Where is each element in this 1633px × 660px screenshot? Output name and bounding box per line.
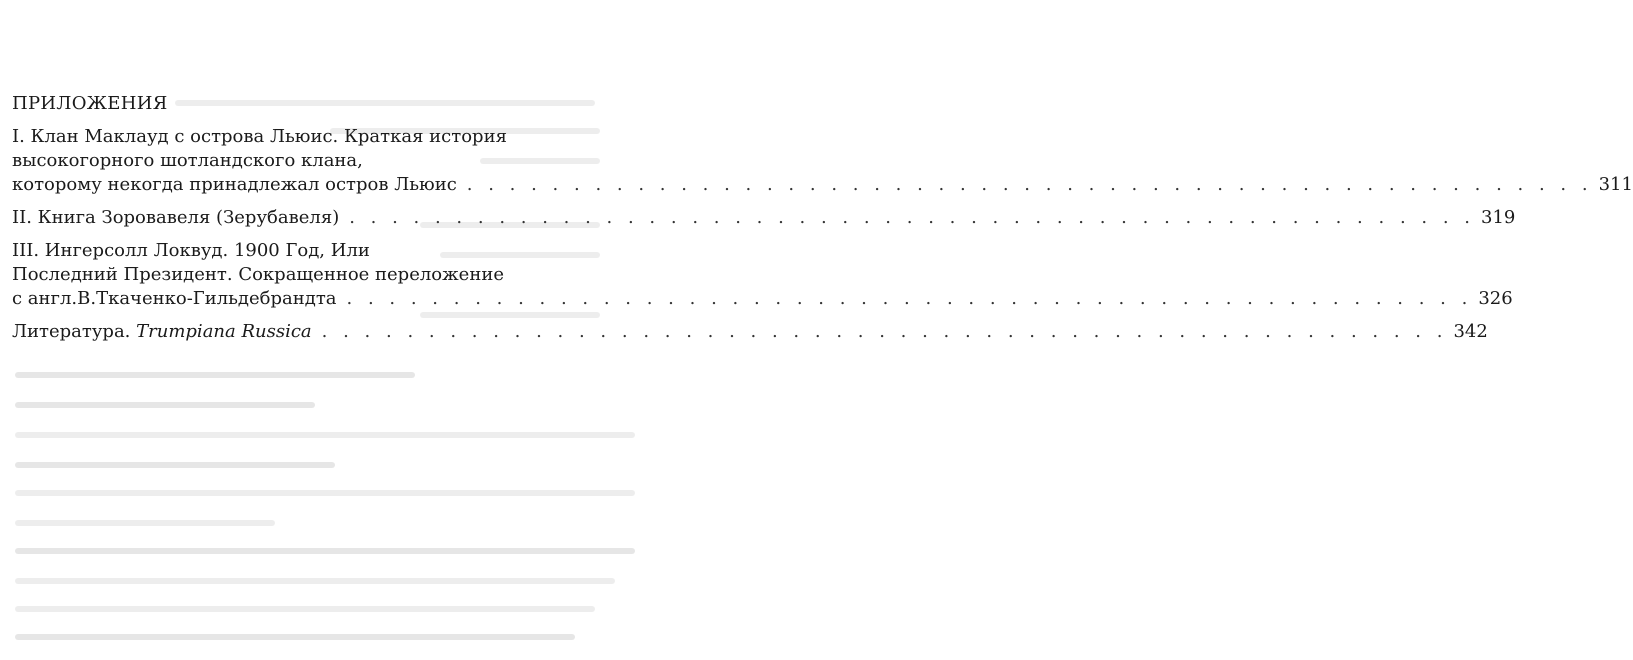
bleed-through-line [15,462,335,468]
dot-leader: . . . . . . . . . . . . . . . . . . . . . . . . . . . . . . . . . . . . . . . . . . . . . . . . . . . . . [346,288,1473,309]
toc-entry-last-line [12,320,1488,344]
dot-leader: . . . . . . . . . . . . . . . . . . . . . . . . . . . . . . . . . . . . . . . . . . . . . . . . . . . . . [466,174,1593,195]
bleed-through-line [15,634,575,640]
toc-entry-last-line [12,173,1633,197]
toc-entry-last-line [12,287,1513,311]
bleed-through-line [15,432,635,438]
toc-entry-line: I. Клан Маклауд с острова Льюис. Краткая история [12,126,507,147]
dot-leader: . . . . . . . . . . . . . . . . . . . . . . . . . . . . . . . . . . . . . . . . . . . . . . . . . . . . . [349,207,1475,228]
bleed-through-line [15,578,615,584]
toc-entry-last-line [12,206,1516,230]
toc-entry-line: III. Ингерсолл Локвуд. 1900 Год, Или [12,240,370,261]
toc-entry-title-text: Литература. [12,321,137,342]
page-number: 342 [1453,321,1488,342]
section-heading: ПРИЛОЖЕНИЯ [12,93,168,114]
toc-entry [12,125,1633,197]
toc-entry [12,239,1513,311]
toc-entry-line: высокогорного шотландского клана, [12,150,363,171]
page-number: 319 [1481,207,1516,228]
bleed-through-line [15,606,595,612]
toc-entry-title: которому некогда принадлежал остров Льюис [12,174,457,195]
toc-entry-line: Последний Президент. Сокращенное переложение [12,264,504,285]
bleed-through-line [15,372,415,378]
page-number: 326 [1478,288,1513,309]
toc-entry-title [12,320,312,344]
bleed-through-line [15,520,275,526]
toc-entry-title: II. Книга Зоровавеля (Зерубавеля) [12,207,340,228]
table-of-contents [12,92,1633,353]
toc-entry-title-italic: Trumpiana Russica [136,321,312,342]
bleed-through-line [15,402,315,408]
toc-entry-title: с англ.В.Ткаченко-Гильдебрандта [12,288,337,309]
page-number: 311 [1598,174,1633,195]
toc-entry [12,206,1516,230]
toc-entry [12,320,1488,344]
bleed-through-line [15,548,635,554]
dot-leader: . . . . . . . . . . . . . . . . . . . . . . . . . . . . . . . . . . . . . . . . . . . . . . . . . . . . . [321,321,1448,342]
bleed-through-line [15,490,635,496]
